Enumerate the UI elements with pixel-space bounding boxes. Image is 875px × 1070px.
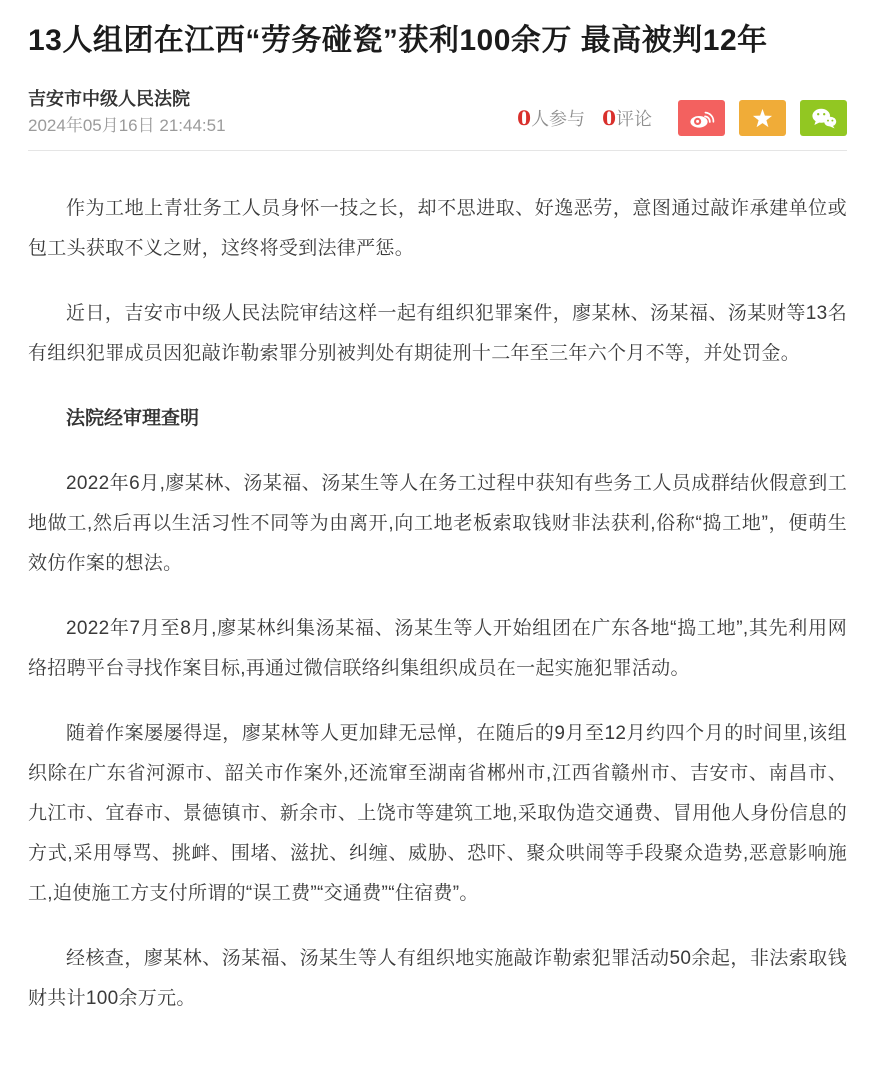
section-subheading: 法院经审理查明 (66, 408, 200, 429)
wechat-icon (811, 107, 837, 129)
weibo-icon (689, 107, 715, 129)
participants-count: 0 (517, 106, 532, 130)
engagement-stats (517, 105, 652, 131)
star-icon (751, 107, 774, 129)
article-paragraph-4: 2022年7月至8月,廖某林纠集汤某福、汤某生等人开始组团在广东各地“捣工地”,其先利用网络招聘平台寻找作案目标,再通过微信联络纠集组织成员在一起实施犯罪活动。 (28, 618, 847, 679)
source-block (28, 89, 226, 136)
article-paragraph-6: 经核查，廖某林、汤某福、汤某生等人有组织地实施敲诈勒索犯罪活动50余起，非法索取钱财共计100余万元。 (28, 948, 847, 1009)
article-paragraph-5: 随着作案屡屡得逞，廖某林等人更加肆无忌惮，在随后的9月至12月约四个月的时间里,该组织除在广东省河源市、韶关市作案外,还流窜至湖南省郴州市,江西省赣州市、吉安市、南昌市、九江市、宜春市、景德镇市、新余市、上饶市等建筑工地,采取伪造交通费、冒用他人身份信息的方式,采用辱骂、挑衅、围堵、滋扰、纠缠、威胁、恐吓、聚众哄闹等手段聚众造势,恶意影响施工,迫使施工方支付所谓的“误工费”“交通费”“住宿费”。 (28, 723, 847, 904)
participants-stat (517, 106, 586, 130)
publish-datetime: 2024年05月16日 21:44:51 (28, 116, 226, 135)
article-source: 吉安市中级人民法院 (28, 89, 190, 109)
article-meta-row (28, 89, 847, 136)
favorite-star-button[interactable] (739, 100, 786, 136)
article-paragraph-3: 2022年6月,廖某林、汤某福、汤某生等人在务工过程中获知有些务工人员成群结伙假意到工地做工,然后再以生活习性不同等为由离开,向工地老板索取钱财非法获利,俗称“捣工地”，便萌生效仿作案的想法。 (28, 473, 847, 574)
share-weibo-button[interactable] (678, 100, 725, 136)
comments-stat[interactable] (602, 106, 652, 130)
article-title: 13人组团在江西“劳务碰瓷”获利100余万 最高被判12年 (28, 24, 768, 57)
engagement-and-share (517, 100, 847, 136)
comments-label: 评论 (616, 109, 652, 129)
article-paragraph-1: 作为工地上青壮务工人员身怀一技之长，却不思进取、好逸恶劳，意图通过敲诈承建单位或包工头获取不义之财，这终将受到法律严惩。 (28, 198, 847, 259)
share-wechat-button[interactable] (800, 100, 847, 136)
comments-count: 0 (602, 106, 616, 130)
article-paragraph-2: 近日，吉安市中级人民法院审结这样一起有组织犯罪案件，廖某林、汤某福、汤某财等13名有组织犯罪成员因犯敲诈勒索罪分别被判处有期徒刑十二年至三年六个月不等，并处罚金。 (28, 303, 847, 364)
share-bar (678, 100, 847, 136)
article-body (28, 151, 847, 1054)
participants-label: 人参与 (531, 109, 586, 129)
